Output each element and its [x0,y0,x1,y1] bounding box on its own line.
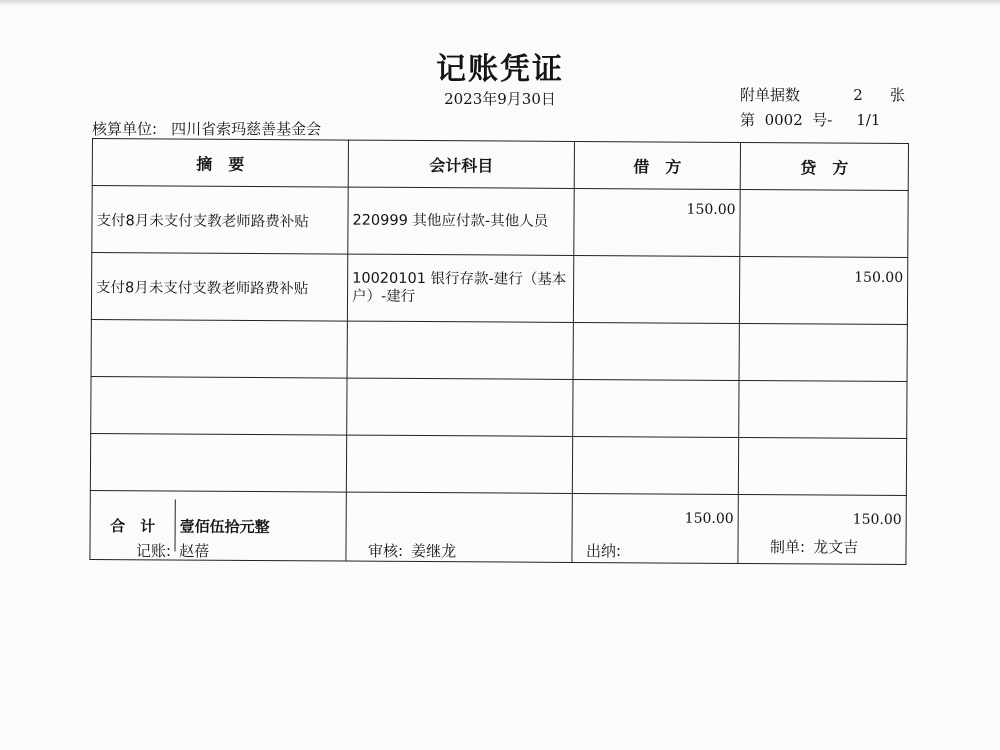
preparer-name: 龙文吉 [813,538,859,556]
total-label: 合 计 [90,499,175,552]
empty-cell [573,322,739,380]
total-credit: 150.00 [738,494,906,564]
cashier-signature [586,540,629,561]
table-row-empty [90,433,906,495]
unit-name: 四川省索玛慈善基金会 [171,120,322,138]
reviewer-signature [368,540,456,561]
row-subject: 220999 其他应付款-其他人员 [348,187,574,255]
voucher-number-line [740,109,880,130]
table-row [92,186,908,258]
table-row-empty [91,319,907,381]
attachments-count-line [740,84,905,105]
attachments-count: 2 [853,86,863,104]
header-debit: 借 方 [574,141,740,189]
empty-cell [347,378,573,436]
row-summary: 支付8月未支付支教老师路费补贴 [91,253,347,322]
row-subject: 10020101 银行存款-建行（基本户）-建行 [347,254,573,322]
bookkeeper-label: 记账: [136,542,172,560]
header-credit: 贷 方 [740,142,908,190]
empty-cell [738,437,906,495]
header-summary: 摘 要 [92,139,348,188]
empty-cell [91,319,347,378]
row-debit: 150.00 [574,188,740,256]
empty-cell [90,433,346,492]
table-row-empty [91,376,907,438]
bookkeeper-signature [136,540,209,561]
preparer-signature [770,536,858,557]
voucher-date: 2023年9月30日 [444,90,556,108]
preparer-label: 制单: [770,538,806,556]
voucher-page: 1/1 [856,111,881,129]
empty-cell [347,321,573,379]
voucher-no-suffix: 号- [812,111,833,129]
table-row [91,253,907,325]
reviewer-name: 姜继龙 [411,542,457,560]
voucher-table [89,138,909,565]
empty-cell [573,379,739,437]
row-credit: 150.00 [739,256,907,324]
page-edge-shadow [0,0,1000,6]
row-summary: 支付8月未支付支教老师路费补贴 [92,186,348,255]
reviewer-label: 审核: [368,542,404,560]
empty-cell [572,436,738,494]
empty-cell [346,435,572,493]
header-subject: 会计科目 [348,140,574,188]
cashier-label: 出纳: [586,542,622,560]
attachments-label: 附单据数 [740,86,801,104]
attachments-unit: 张 [890,86,906,104]
row-debit [573,255,739,323]
empty-cell [739,380,907,438]
voucher-no-label: 第 [740,111,756,129]
voucher-title: 记账凭证 [436,52,564,87]
total-debit: 150.00 [572,493,738,563]
total-amount-words: 壹佰伍拾元整 [179,517,270,536]
bookkeeper-name: 赵蓓 [179,542,210,560]
total-label-cell [90,490,346,561]
table-header-row [92,139,908,191]
empty-cell [739,323,907,381]
accounting-unit-line [92,118,321,139]
empty-cell [91,376,347,435]
voucher-no: 0002 [764,111,803,129]
row-credit [740,189,908,257]
unit-label: 核算单位: [92,120,158,138]
